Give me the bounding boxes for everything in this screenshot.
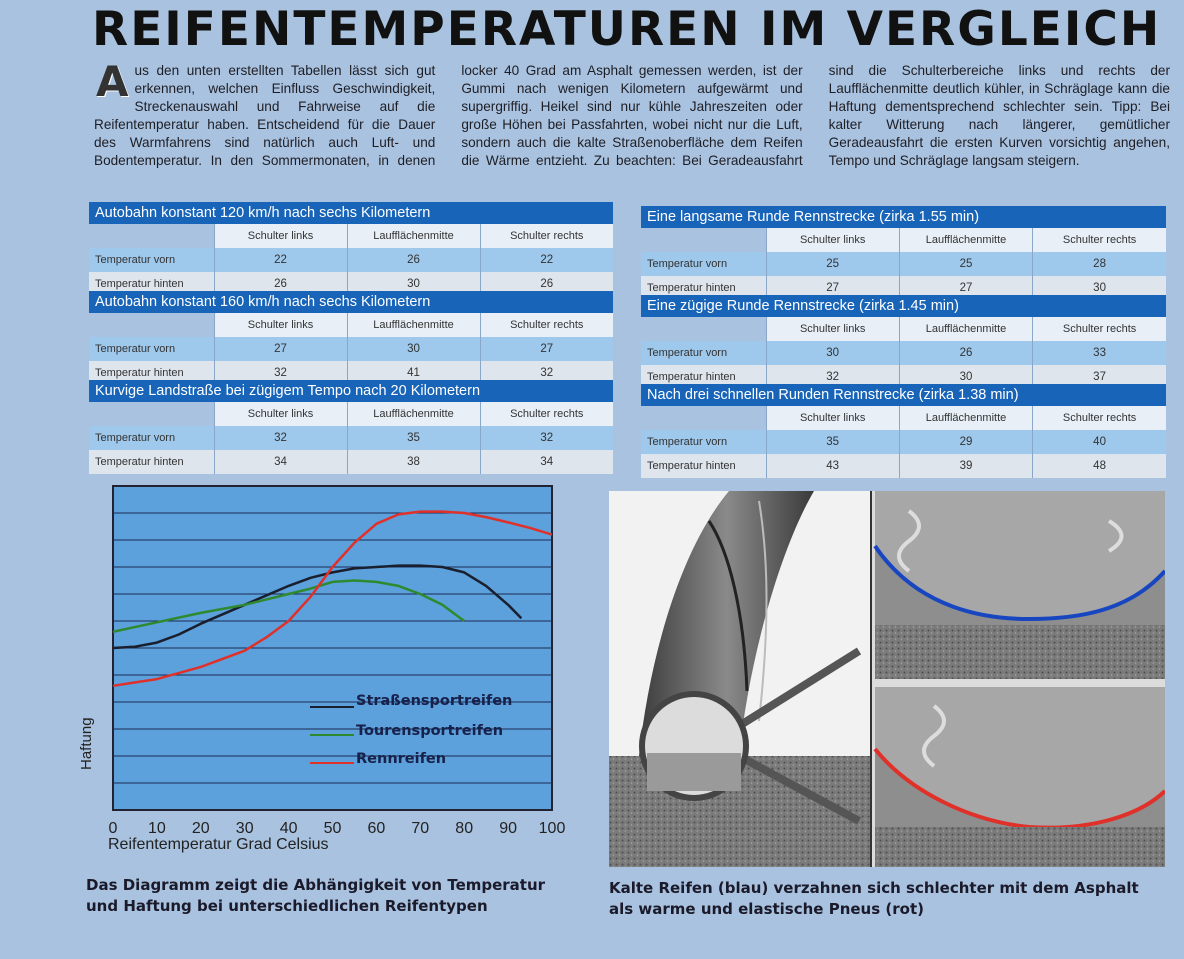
table-header-empty	[89, 313, 214, 337]
table-column-header: Schulter rechts	[480, 402, 613, 426]
temperature-cell: 27	[480, 337, 613, 361]
legend-swatch-renn	[310, 762, 354, 764]
x-tick-label: 10	[148, 820, 166, 837]
temperature-cell: 32	[214, 426, 347, 450]
table-column-header: Schulter links	[766, 406, 899, 430]
table-title: Kurvige Landstraße bei zügigem Tempo nach 20 Kilometern	[89, 380, 613, 402]
chart-ylabel: Haftung	[78, 717, 95, 770]
table-row	[89, 248, 613, 272]
table-column-header: Laufflächenmitte	[347, 224, 480, 248]
chart-svg	[78, 480, 578, 866]
temperature-table	[641, 384, 1166, 478]
temperature-cell: 26	[480, 272, 613, 296]
x-tick-label: 30	[235, 820, 254, 837]
table-title: Autobahn konstant 120 km/h nach sechs Kilometern	[89, 202, 613, 224]
temperature-cell: 32	[214, 361, 347, 385]
temperature-table	[641, 295, 1166, 389]
row-label: Temperatur vorn	[641, 252, 766, 276]
table-column-header: Schulter links	[766, 317, 899, 341]
table-column-header: Schulter rechts	[1033, 317, 1166, 341]
temperature-cell: 33	[1033, 341, 1166, 365]
adhesion-chart	[78, 480, 578, 866]
table-column-header: Laufflächenmitte	[347, 402, 480, 426]
table-header-row	[641, 228, 1166, 252]
row-label: Temperatur hinten	[89, 272, 214, 296]
x-tick-label: 100	[538, 820, 566, 837]
table-header-empty	[641, 228, 766, 252]
row-label: Temperatur vorn	[89, 248, 214, 272]
table-header-empty	[89, 224, 214, 248]
temperature-table	[641, 206, 1166, 300]
temperature-cell: 32	[766, 365, 899, 389]
temperature-table	[89, 202, 613, 296]
temperature-cell: 30	[1033, 276, 1166, 300]
x-tick-label: 80	[455, 820, 474, 837]
row-label: Temperatur vorn	[641, 430, 766, 454]
table-header-row	[89, 313, 613, 337]
table-header-empty	[89, 402, 214, 426]
table-row	[641, 430, 1166, 454]
table-header-empty	[641, 317, 766, 341]
table-row	[89, 450, 613, 474]
temperature-cell: 48	[1033, 454, 1166, 478]
row-label: Temperatur hinten	[641, 454, 766, 478]
dropcap: A	[96, 57, 129, 106]
table-column-header: Schulter links	[214, 402, 347, 426]
x-tick-label: 70	[411, 820, 430, 837]
temperature-cell: 37	[1033, 365, 1166, 389]
legend-swatch-touren	[310, 734, 354, 736]
table-title: Autobahn konstant 160 km/h nach sechs Kilometern	[89, 291, 613, 313]
temperature-cell: 26	[899, 341, 1032, 365]
temperature-cell: 40	[1033, 430, 1166, 454]
temperature-cell: 35	[347, 426, 480, 450]
table-header-empty	[641, 406, 766, 430]
temperature-cell: 30	[899, 365, 1032, 389]
row-label: Temperatur hinten	[89, 361, 214, 385]
temperature-cell: 25	[766, 252, 899, 276]
intro-paragraph: us den unten erstellten Tabellen lässt sich gut erkennen, welchen Einfluss Geschwindigkeit, Streckenauswahl und Fahrweise auf die Reifentemperatur haben. Entscheidend für die Dauer des Warmfahrens sind natürlich auch Luft- und Bodentemperatur. In den Sommermonaten, in denen locker 40 Grad am Asphalt gemessen werden, ist der Gummi nach wenigen Kilometern aufgewärmt und supergriffig. Heikel sind nur kühle Jahreszeiten oder große Höhen bei Passfahrten, wobei nicht nur die Luft, sondern auch die kalte Straßenoberfläche dem Reifen die Wärme entzieht. Zu beachten: Bei Geradeausfahrt sind die Schulterbereiche links und rechts der Laufflächenmitte deutlich kühler, in Schräglage kann die Haftung dementsprechend schlechter sein. Tipp: Bei kalter Witterung nach längerer, gemütlicher Geradeausfahrt die ersten Kurven vorsichtig angehen, Tempo und Schräglage langsam steigern.	[94, 63, 1170, 168]
temperature-cell: 22	[214, 248, 347, 272]
temperature-cell: 30	[766, 341, 899, 365]
table-column-header: Laufflächenmitte	[899, 406, 1032, 430]
x-tick-label: 0	[108, 820, 118, 837]
chart-caption: Das Diagramm zeigt die Abhängigkeit von Temperatur und Haftung bei unterschiedlichen Reifentypen	[86, 876, 546, 915]
temperature-cell: 39	[899, 454, 1032, 478]
table-row	[641, 341, 1166, 365]
table-column-header: Laufflächenmitte	[347, 313, 480, 337]
table-column-header: Schulter rechts	[480, 224, 613, 248]
table-header-row	[89, 402, 613, 426]
temperature-cell: 30	[347, 337, 480, 361]
legend-label-strassen: Straßensportreifen	[356, 693, 513, 709]
temperature-cell: 43	[766, 454, 899, 478]
x-tick-label: 90	[499, 820, 517, 837]
temperature-cell: 38	[347, 450, 480, 474]
row-label: Temperatur vorn	[89, 426, 214, 450]
table-column-header: Schulter links	[214, 313, 347, 337]
table-column-header: Schulter rechts	[1033, 228, 1166, 252]
table-title: Nach drei schnellen Runden Rennstrecke (zirka 1.38 min)	[641, 384, 1166, 406]
table-column-header: Schulter rechts	[480, 313, 613, 337]
headline: REIFENTEMPERATUREN IM VERGLEICH	[92, 2, 1162, 57]
table-row	[89, 426, 613, 450]
legend-label-touren: Tourensportreifen	[356, 723, 504, 739]
temperature-cell: 25	[899, 252, 1032, 276]
temperature-cell: 35	[766, 430, 899, 454]
temperature-cell: 28	[1033, 252, 1166, 276]
row-label: Temperatur hinten	[89, 450, 214, 474]
temperature-cell: 22	[480, 248, 613, 272]
temperature-cell: 32	[480, 361, 613, 385]
temperature-cell: 34	[214, 450, 347, 474]
table-row	[641, 252, 1166, 276]
table-column-header: Schulter links	[214, 224, 347, 248]
legend-label-renn: Rennreifen	[356, 751, 447, 767]
temperature-cell: 27	[899, 276, 1032, 300]
temperature-table	[89, 291, 613, 385]
temperature-cell: 41	[347, 361, 480, 385]
row-label: Temperatur hinten	[641, 365, 766, 389]
temperature-cell: 26	[214, 272, 347, 296]
warm-tyre-detail	[875, 687, 1165, 867]
row-label: Temperatur hinten	[641, 276, 766, 300]
cold-tyre-detail	[875, 491, 1165, 679]
table-title: Eine zügige Runde Rennstrecke (zirka 1.45 min)	[641, 295, 1166, 317]
table-column-header: Laufflächenmitte	[899, 317, 1032, 341]
table-column-header: Schulter rechts	[1033, 406, 1166, 430]
intro-text	[94, 57, 1170, 186]
tyre-illustration	[609, 491, 1165, 867]
temperature-cell: 34	[480, 450, 613, 474]
row-label: Temperatur vorn	[641, 341, 766, 365]
temperature-cell: 27	[766, 276, 899, 300]
table-header-row	[89, 224, 613, 248]
x-tick-label: 50	[323, 820, 342, 837]
temperature-cell: 32	[480, 426, 613, 450]
table-column-header: Schulter links	[766, 228, 899, 252]
table-header-row	[641, 406, 1166, 430]
temperature-cell: 26	[347, 248, 480, 272]
table-row	[89, 337, 613, 361]
illustration-caption: Kalte Reifen (blau) verzahnen sich schlechter mit dem Asphalt als warme und elastische Pneus (rot)	[609, 879, 1139, 918]
table-row	[641, 454, 1166, 478]
x-tick-label: 60	[367, 820, 386, 837]
temperature-cell: 30	[347, 272, 480, 296]
table-title: Eine langsame Runde Rennstrecke (zirka 1.55 min)	[641, 206, 1166, 228]
legend-swatch-strassen	[310, 706, 354, 708]
temperature-cell: 29	[899, 430, 1032, 454]
table-header-row	[641, 317, 1166, 341]
row-label: Temperatur vorn	[89, 337, 214, 361]
temperature-cell: 27	[214, 337, 347, 361]
x-tick-label: 20	[191, 820, 210, 837]
table-column-header: Laufflächenmitte	[899, 228, 1032, 252]
temperature-table	[89, 380, 613, 474]
x-tick-label: 40	[279, 820, 298, 837]
chart-xlabel: Reifentemperatur Grad Celsius	[108, 836, 329, 853]
